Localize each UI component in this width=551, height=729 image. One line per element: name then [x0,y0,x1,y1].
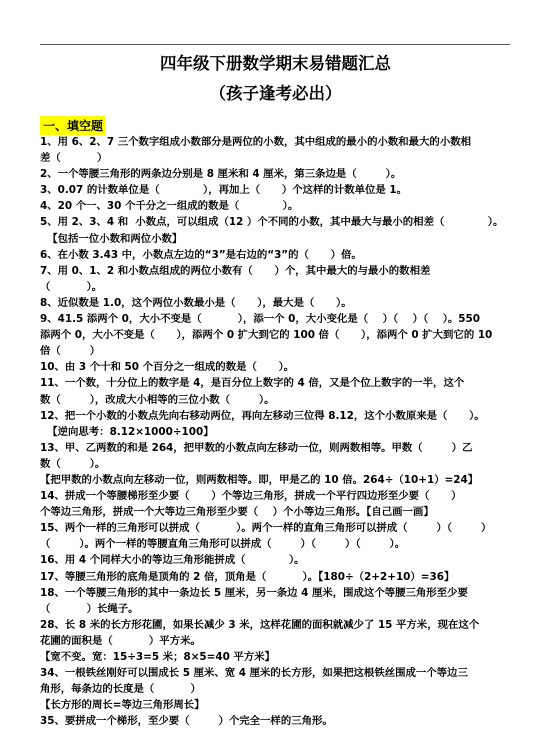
text-line: （ ）长绳子。 [40,602,139,615]
text-line: 16、用 4 个同样大小的等边三角形能拼成（ ）。 [40,554,305,567]
text-line: 28、长 8 米的长方形花圃，如果长减少 3 米，这样花圃的面积就减少了 15 平方米，现在这个 [40,618,480,631]
text-line: 【长方形的周长=等边三角形周长】 [40,699,205,712]
text-line: （ ）。两个一样的等腰直角三角形可以拼成（ ）（ ）（ ）。 [40,538,406,551]
text-line: 6、在小数 3.43 中，小数点左边的“3”是右边的“3”的（ ）倍。 [40,248,362,261]
text-line: 【包括一位小数和两位小数】 [40,232,183,245]
text-line: 个等边三角形，拼成一个大等边三角形至少要（ ）个小等边三角形。【自己画一画】 [40,506,434,519]
section-heading: 一、填空题 [40,116,106,135]
text-line: 10、由 3 个十和 50 个百分之一组成的数是（ ）。 [40,361,295,374]
text-line: 【把甲数的小数点向左移动一位，则两数相等。即，甲是乙的 10 倍。264÷（10+1）=24】 [40,473,479,486]
text-line: 3、0.07 的计数单位是（ ），再加上（ ）个这样的计数单位是 1。 [40,184,408,197]
text-line: 11、一个数，十分位上的数字是 4，是百分位上数字的 4 倍，又是个位上数字的一半，这个 [40,377,465,390]
text-line: 13、甲、乙两数的和是 264，把甲数的小数点向左移动一位，则两数相等。甲数（ ）乙 [40,441,473,454]
page-title: 四年级下册数学期末易错题汇总 [160,54,391,73]
text-line: 添两个 0，大小不变是（ ），添两个 0 扩大到它的 100 倍（ ），添两个 0 扩大到它的 10 [40,329,493,342]
text-line: 【宽不变。宽：15÷3=5 米；8×5=40 平方米】 [40,651,275,663]
text-line: 4、20 个一、30 个千分之一组成的数是（ ）。 [40,200,299,213]
text-line: 15、两个一样的三角形可以拼成（ ）。两个一样的直角三角形可以拼成（ ）（ ） [40,522,492,535]
text-line: 9、41.5 添两个 0，大小不变是（ ），添一个 0，大小变化是（ ）（ ）（ ）。550 [40,313,480,326]
text-line: 7、用 0、1、2 和小数点组成的两位小数有（ ）个，其中最大的与最小的数相差 [40,264,431,277]
text-line: 34、一根铁丝刚好可以围成长 5 厘米、宽 4 厘米的长方形，如果把这根铁丝围成一个等边三 [40,667,468,680]
top-rule [40,44,510,45]
text-line: 18、一个等腰三角形的其中一条边长 5 厘米，另一条边 4 厘米，围成这个等腰三角形至少要 [40,586,468,599]
text-line: 1、用 6、2、7 三个数字组成小数部分是两位的小数，其中组成的最小的小数和最大的小数相 [40,136,471,148]
text-line: 12、把一个小数的小数点先向右移动两位，再向左移动三位得 8.12，这个小数原来是（ ）。 [40,409,485,422]
text-line: 【逆向思考：8.12×1000÷100】 [40,425,214,438]
text-line: 角形，每条边的长度是（ ） [40,683,201,696]
text-line: 花圃的面积是（ ）平方米。 [40,634,201,647]
text-line: 数（ ），改成大小相等的三位小数（ ）。 [40,393,275,406]
text-line: （ ）。 [40,280,103,293]
text-line: 5、用 2、3、4 和 小数点，可以组成（12 ）个不同的小数，其中最大与最小的相差（ ）。 [40,216,504,229]
text-line: 数（ ）。 [40,457,106,470]
text-line: 倍（ ） [40,345,101,358]
question-list [40,134,520,729]
text-line: 差（ ） [40,152,108,165]
text-line: 8、近似数是 1.0，这个两位小数最小是（ ），最大是（ ）。 [40,296,352,309]
text-line: 14、拼成一个等腰梯形至少要（ ）个等边三角形，拼成一个平行四边形至少要（ ） [40,490,462,503]
text-line: 17、等腰三角形的底角是顶角的 2 倍，顶角是（ ）。【180÷（2+2+10）=36】 [40,570,455,583]
text-line: 35、要拼成一个梯形，至少要（ ）个完全一样的三角形。 [40,715,333,728]
text-line: 2、一个等腰三角形的两条边分别是 8 厘米和 4 厘米，第三条边是（ ）。 [40,168,402,181]
page-subtitle: （孩子逢考必出） [209,84,342,103]
